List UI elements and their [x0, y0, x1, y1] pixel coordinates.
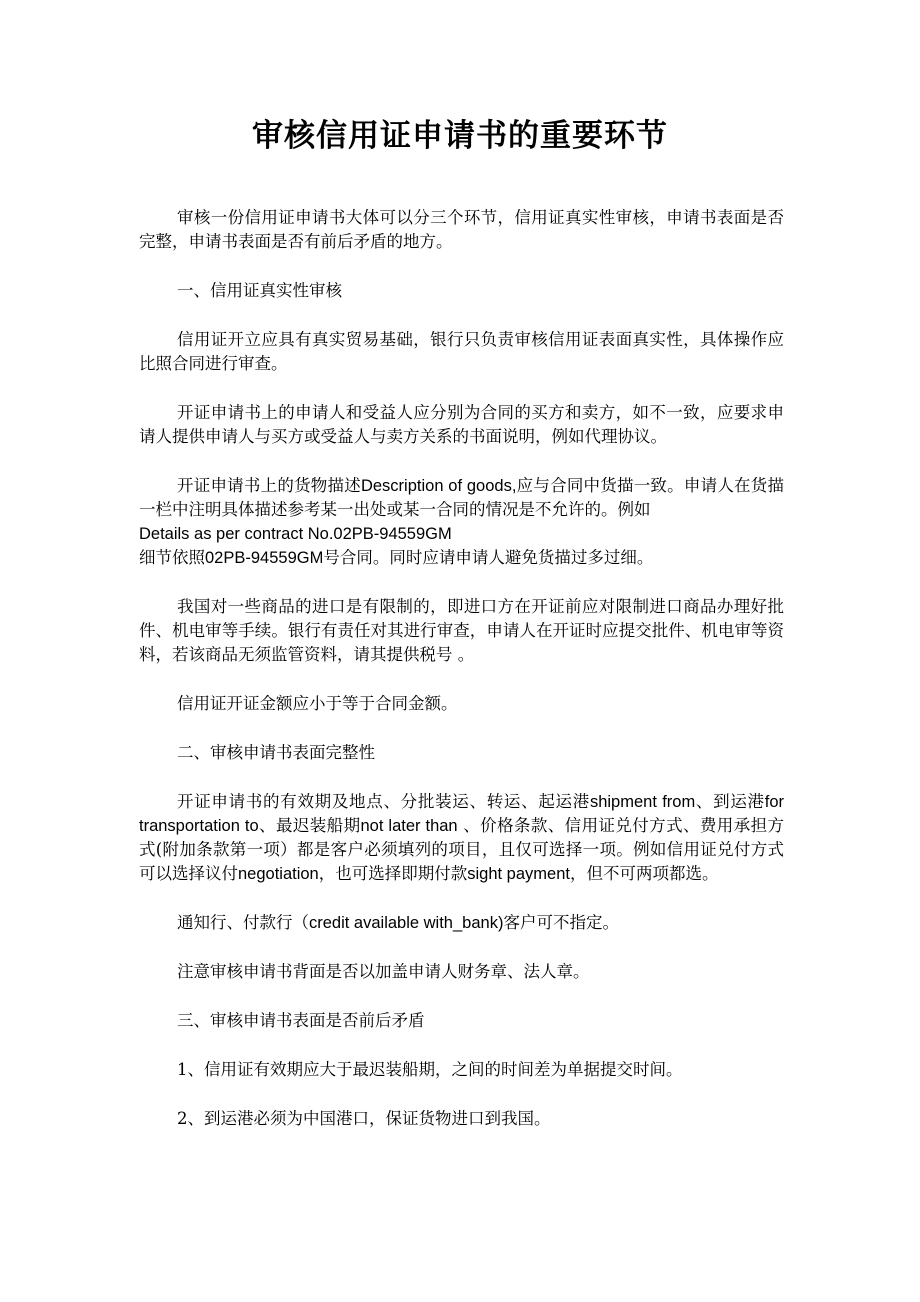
text-run: 细节依照	[139, 548, 205, 567]
text-run: ，但不可两项都选。	[569, 864, 719, 883]
english-term: credit available with_bank)	[309, 914, 504, 932]
text-run: 开证申请书的有效期及地点、分批装运、转运、起运港	[177, 792, 590, 811]
section-1-heading: 一、信用证真实性审核	[177, 281, 342, 300]
english-term: not later than	[360, 817, 458, 835]
section-2-paragraph-2	[139, 911, 784, 935]
text-run: 、最迟装船期	[258, 816, 361, 835]
section-1-paragraph-3	[139, 474, 784, 570]
text-run: 、价格条款、信用证兑付方式、费用承担方式(附加条款第一项）都是客户必须填列的项目，且仅可选择一项。例如信用证兑付方式可以选择议付	[139, 816, 785, 883]
section-2-heading: 二、审核申请书表面完整性	[177, 743, 375, 762]
text-run: 号合同。同时应请申请人避免货描过多过细。	[323, 548, 654, 567]
example-line: Details as per contract No.02PB-94559GM	[139, 525, 452, 543]
section-3-item-2: 2、到运港必须为中国港口，保证货物进口到我国。	[177, 1109, 551, 1128]
page-title: 审核信用证申请书的重要环节	[252, 118, 668, 154]
example-translation	[139, 546, 784, 570]
english-term: negotiation	[238, 865, 319, 883]
text-run: 、到运港	[695, 792, 765, 811]
section-3-item-1: 1、信用证有效期应大于最迟装船期，之间的时间差为单据提交时间。	[177, 1060, 683, 1079]
section-1-paragraph-1: 信用证开立应具有真实贸易基础，银行只负责审核信用证表面真实性，具体操作应比照合同进行审查。	[139, 330, 784, 373]
english-term: shipment from	[589, 793, 696, 811]
text-run: 开证申请书上的货物描述	[177, 476, 361, 495]
contract-number: 02PB-94559GM	[205, 549, 324, 567]
text-run: 应与合同中货描一致。申请人在货描一栏中注明具体描述参考某一出处或某一合同的情况是不允许的。例如	[139, 476, 784, 519]
intro-paragraph: 审核一份信用证申请书大体可以分三个环节，信用证真实性审核，申请书表面是否完整，申请书表面是否有前后矛盾的地方。	[139, 208, 784, 251]
text-run: ，也可选择即期付款	[318, 864, 468, 883]
english-term: for transportation to	[139, 793, 785, 835]
document-body	[139, 206, 784, 1156]
text-run: 通知行、付款行（	[177, 913, 309, 932]
section-2-paragraph-3: 注意审核申请书背面是否以加盖申请人财务章、法人章。	[177, 962, 590, 981]
section-1-paragraph-4: 我国对一些商品的进口是有限制的，即进口方在开证前应对限制进口商品办理好批件、机电审等手续。银行有责任对其进行审查，申请人在开证时应提交批件、机电审等资料，若该商品无须监管资料，请其提供税号 。	[139, 597, 784, 664]
section-1-paragraph-5: 信用证开证金额应小于等于合同金额。	[177, 694, 458, 713]
english-term: Description of goods,	[360, 477, 517, 495]
section-3-heading: 三、审核申请书表面是否前后矛盾	[177, 1011, 425, 1030]
section-2-paragraph-1	[139, 790, 784, 886]
text-run: 客户可不指定。	[503, 913, 619, 932]
english-term: sight payment	[467, 865, 570, 883]
section-1-paragraph-2: 开证申请书上的申请人和受益人应分别为合同的买方和卖方，如不一致，应要求申请人提供申请人与买方或受益人与卖方关系的书面说明，例如代理协议。	[139, 403, 784, 446]
